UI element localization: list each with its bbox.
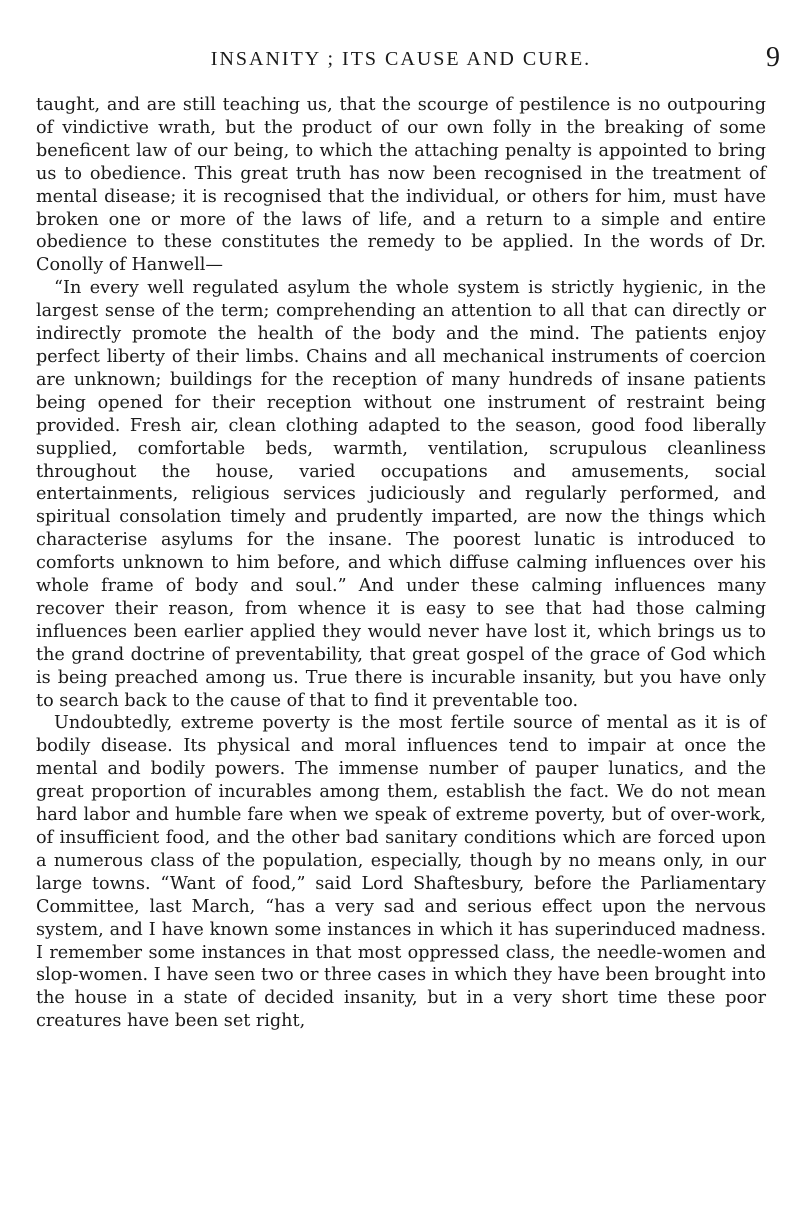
book-page [36, 42, 780, 1033]
paragraph: taught, and are still teaching us, that the scourge of pestilence is no outpouring of vindictive wrath, but the product of our own folly in the breaking of some beneficent law of our being, to which the attaching penalty is appointed to bring us to obedience. This great truth has now been recognised in the treatment of mental disease; it is recognised that the individual, or others for him, must have broken one or more of the laws of life, and a return to a simple and entire obedience to these constitutes the remedy to be applied. In the words of Dr. Conolly of Hanwell— [36, 95, 766, 276]
paragraph: “In every well regulated asylum the whole system is strictly hygienic, in the largest sense of the term; comprehending an attention to all that can directly or indirectly promote the health of the body and the mind. The patients enjoy perfect liberty of their limbs. Chains and all mechanical instruments of coercion are unknown; buildings for the reception of many hundreds of insane patients being opened for their reception without one instrument of restraint being provided. Fresh air, clean clothing adapted to the season, good food liberally supplied, comfortable beds, warmth, ventilation, scrupulous cleanliness throughout the house, varied occupations and amusements, social entertainments, religious services judiciously and regularly performed, and spiritual consolation timely and prudently imparted, are now the things which characterise asylums for the insane. The poorest lunatic is introduced to comforts unknown to him before, and which diffuse calming influences over his whole frame of body and soul.” And under these calming influences many recover their reason, from whence it is easy to see that had those calming influences been earlier applied they would never have lost it, which brings us to the grand doctrine of preventability, that great gospel of the grace of God which is being preached among us. True there is incurable insanity, but you have only to search back to the cause of that to find it preventable too. [36, 278, 766, 711]
running-head [36, 42, 780, 78]
running-title: INSANITY ; ITS CAUSE AND CURE. [210, 48, 592, 70]
paragraph: Undoubtedly, extreme poverty is the most fertile source of mental as it is of bodily disease. Its physical and moral influences tend to impair at once the mental and bodily powers. The immense number of pauper lunatics, and the great proportion of incurables among them, establish the fact. We do not mean hard labor and humble fare when we speak of extreme poverty, but of over-work, of insufficient food, and the other bad sanitary conditions which are forced upon a numerous class of the population, especially, though by no means only, in our large towns. “Want of food,” said Lord Shaftesbury, before the Parliamentary Committee, last March, “has a very sad and serious effect upon the nervous system, and I have known some instances in which it has superinduced madness. I remember some instances in that most oppressed class, the needle-women and slop-women. I have seen two or three cases in which they have been brought into the house in a state of decided insanity, but in a very short time these poor creatures have been set right, [36, 713, 766, 1032]
page-number: 9 [766, 42, 780, 73]
body-text [36, 94, 766, 1033]
